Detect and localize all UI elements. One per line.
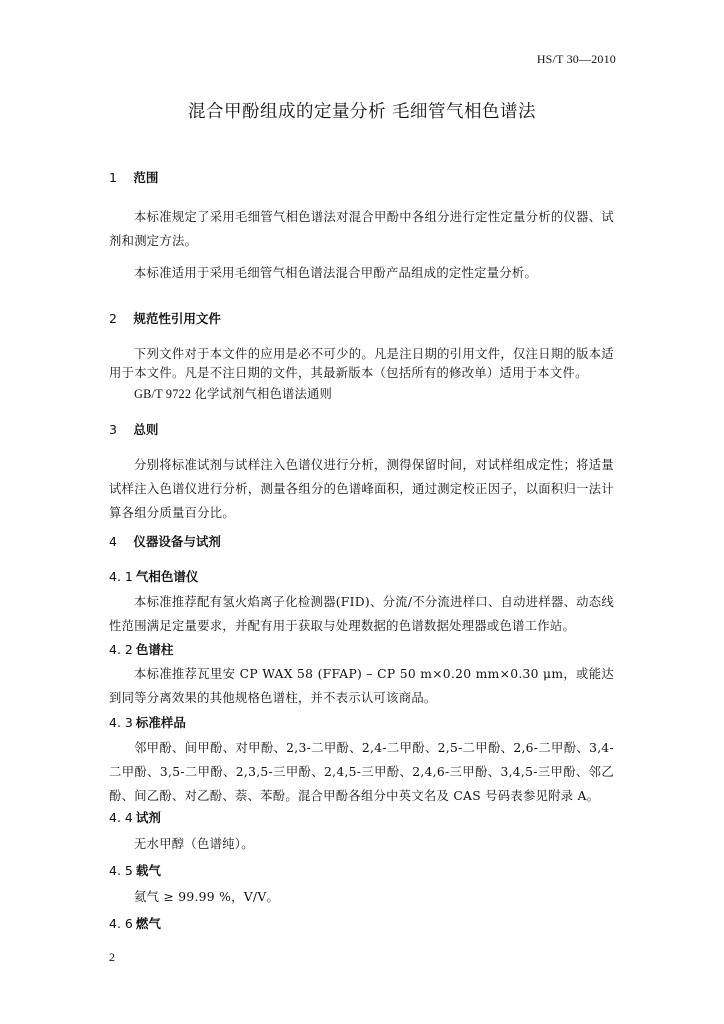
subsection-heading-4-6 [109, 914, 161, 932]
section-number: 3 [109, 422, 117, 437]
paragraph: 分别将标准试剂与试样注入色谱仪进行分析，测得保留时间，对试样组成定性；将适量试样注入色谱仪进行分析，测量各组分的色谱峰面积，通过测定校正因子，以面积归一法计算各组分质量百分比。 [109, 458, 614, 520]
subsection-title: 标准样品 [135, 715, 186, 730]
section-number: 2 [109, 311, 117, 326]
subsection-heading-4-4 [109, 808, 161, 826]
subsection-number: 4. 2 [109, 642, 133, 657]
paragraph: 本标准推荐配有氢火焰离子化检测器(FID)、分流/不分流进样口、自动进样器、动态线性范围满足定量要求，并配有用于获取与处理数据的色谱数据处理器或色谱工作站。 [109, 595, 614, 633]
section-heading-3 [109, 420, 158, 438]
normative-reference: GB/T 9722 化学试剂气相色谱法通则 [134, 387, 332, 401]
subsection-title: 气相色谱仪 [135, 569, 199, 584]
standard-code: HS/T 30—2010 [536, 52, 616, 66]
subsection-number: 4. 5 [109, 863, 133, 878]
subsection-heading-4-5 [109, 861, 161, 879]
carrier-gas-line: 氦气 ≥ 99.99 %，V/V。 [134, 890, 280, 904]
section-heading-2 [109, 309, 221, 327]
subsection-title: 色谱柱 [135, 642, 174, 657]
paragraph: 本标准适用于采用毛细管气相色谱法混合甲酚产品组成的定性定量分析。 [134, 266, 538, 280]
section-heading-1 [109, 168, 158, 186]
paragraph: 邻甲酚、间甲酚、对甲酚、2,3-二甲酚、2,4-二甲酚、2,5-二甲酚、2,6-二甲酚、3,4-二甲酚、3,5-二甲酚、2,3,5-三甲酚、2,4,5-三甲酚、2,4,6-三甲酚、3,4,5-三甲酚、邻乙酚、间乙酚、对乙酚、萘、苯酚。混合甲酚各组分中英文名及 CAS 号码表参见附录 A。 [109, 741, 614, 803]
subsection-title: 载气 [135, 863, 161, 878]
subsection-number: 4. 4 [109, 810, 133, 825]
paragraph: 本标准推荐瓦里安 CP WAX 58 (FFAP) – CP 50 m×0.20 mm×0.30 μm，或能达到同等分离效果的其他规格色谱柱，并不表示认可该商品。 [109, 667, 614, 705]
subsection-title: 试剂 [135, 810, 161, 825]
reagent-line: 无水甲醇（色谱纯）。 [134, 837, 254, 851]
section-title: 仪器设备与试剂 [133, 534, 221, 549]
section-title: 规范性引用文件 [133, 311, 221, 326]
subsection-number: 4. 3 [109, 715, 133, 730]
subsection-title: 燃气 [135, 916, 161, 931]
subsection-heading-4-3 [109, 713, 186, 731]
document-title: 混合甲酚组成的定量分析 毛细管气相色谱法 [187, 102, 537, 122]
subsection-heading-4-2 [109, 640, 173, 658]
section-title: 总则 [133, 422, 159, 437]
section-number: 1 [109, 170, 117, 185]
section-title: 范围 [133, 170, 159, 185]
subsection-heading-4-1 [109, 567, 198, 585]
paragraph: 下列文件对于本文件的应用是必不可少的。凡是注日期的引用文件，仅注日期的版本适用于本文件。凡是不注日期的文件，其最新版本（包括所有的修改单）适用于本文件。 [109, 347, 614, 380]
section-number: 4 [109, 534, 117, 549]
subsection-number: 4. 1 [109, 569, 133, 584]
page-number: 2 [109, 950, 115, 964]
paragraph: 本标准规定了采用毛细管气相色谱法对混合甲酚中各组分进行定性定量分析的仪器、试剂和测定方法。 [109, 210, 614, 248]
subsection-number: 4. 6 [109, 916, 133, 931]
section-heading-4 [109, 532, 221, 550]
